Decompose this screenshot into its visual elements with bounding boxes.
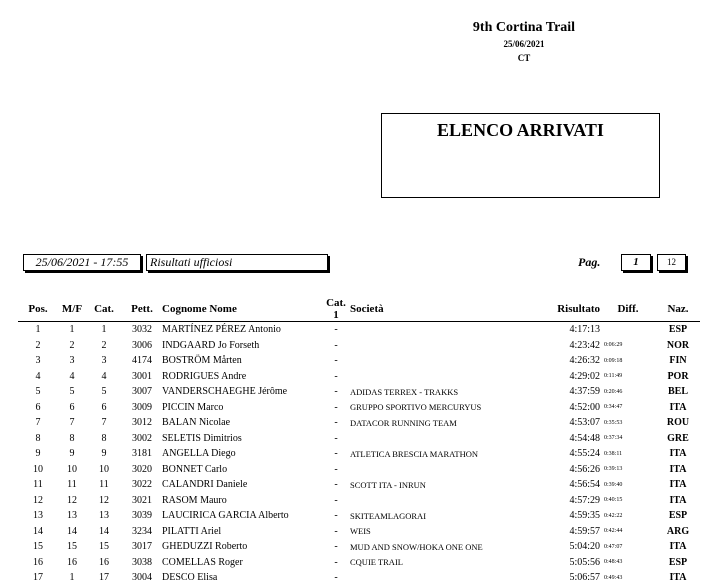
category-rank-cell: 17 — [99, 572, 109, 584]
bib-number-cell: 3002 — [132, 432, 152, 444]
gap-time-cell: 0:37:34 — [604, 435, 623, 442]
finish-time-cell: 4:37:59 — [569, 386, 600, 398]
col-header-pett: Pett. — [122, 297, 162, 322]
table-row — [18, 384, 700, 400]
category-rank-cell: 16 — [99, 556, 109, 568]
category-cell: - — [334, 510, 338, 522]
table-row — [18, 508, 700, 524]
category-rank-cell: 5 — [101, 386, 107, 398]
athlete-name-cell: BOSTRÖM Mårten — [162, 355, 242, 367]
table-row — [18, 555, 700, 571]
page-total: 12 — [657, 254, 686, 271]
club-name-cell — [350, 369, 520, 385]
club-name-cell: CQUIE TRAIL — [350, 557, 403, 568]
position-cell: 10 — [33, 463, 43, 475]
finish-time-cell: 4:55:24 — [569, 448, 600, 460]
col-header-pos: Pos. — [18, 297, 58, 322]
category-cell: - — [334, 324, 338, 336]
nationality-cell: ITA — [669, 463, 687, 475]
position-cell: 11 — [33, 479, 43, 491]
category-rank-cell: 12 — [99, 494, 109, 506]
club-name-cell: GRUPPO SPORTIVO MERCURYUS — [350, 402, 482, 413]
gap-time-cell — [600, 322, 656, 338]
gender-rank-cell: 9 — [69, 448, 75, 460]
category-rank-cell: 13 — [99, 510, 109, 522]
club-name-cell: ADIDAS TERREX - TRAKKS — [350, 386, 459, 397]
bib-number-cell: 3021 — [132, 494, 152, 506]
bib-number-cell: 3038 — [132, 556, 152, 568]
nationality-cell: GRE — [667, 432, 689, 444]
position-cell: 8 — [35, 432, 41, 444]
nationality-cell: NOR — [666, 339, 690, 351]
gap-time-cell: 0:48:43 — [604, 559, 623, 566]
bib-number-cell: 4174 — [132, 355, 152, 367]
finish-time-cell: 4:23:42 — [569, 339, 600, 351]
gap-time-cell: 0:49:43 — [604, 574, 623, 581]
bib-number-cell: 3039 — [132, 510, 152, 522]
bib-number-cell: 3020 — [132, 463, 152, 475]
finish-time-cell: 4:54:48 — [569, 432, 600, 444]
col-header-cat: Cat. — [86, 297, 122, 322]
category-rank-cell: 10 — [99, 463, 109, 475]
athlete-name-cell: RASOM Mauro — [162, 494, 227, 506]
gender-rank-cell: 8 — [69, 432, 75, 444]
bib-number-cell: 3012 — [132, 417, 152, 429]
category-rank-cell: 7 — [101, 417, 107, 429]
athlete-name-cell: GHEDUZZI Roberto — [162, 541, 248, 553]
category-rank-cell: 9 — [101, 448, 107, 460]
gap-time-cell: 0:35:53 — [604, 419, 623, 426]
finish-time-cell: 4:17:13 — [569, 324, 600, 336]
event-date: 25/06/2021 — [503, 39, 545, 49]
gender-rank-cell: 13 — [67, 510, 77, 522]
category-cell: - — [334, 463, 338, 475]
club-name-cell — [350, 493, 520, 509]
club-name-cell: ATLETICA BRESCIA MARATHON — [350, 448, 478, 459]
athlete-name-cell: MARTÍNEZ PÉREZ Antonio — [162, 324, 281, 336]
category-rank-cell: 15 — [99, 541, 109, 553]
category-rank-cell: 3 — [101, 355, 107, 367]
category-cell: - — [334, 339, 338, 351]
col-header-name: Cognome Nome — [162, 297, 322, 322]
category-cell: - — [334, 479, 338, 491]
category-cell: - — [334, 494, 338, 506]
gender-rank-cell: 1 — [69, 572, 75, 584]
category-cell: - — [334, 556, 338, 568]
gender-rank-cell: 6 — [69, 401, 75, 413]
table-row — [18, 338, 700, 354]
gap-time-cell: 0:34:47 — [604, 404, 623, 411]
bib-number-cell: 3017 — [132, 541, 152, 553]
page-current: 1 — [621, 254, 651, 271]
position-cell: 1 — [35, 324, 41, 336]
category-cell: - — [334, 417, 338, 429]
bib-number-cell: 3006 — [132, 339, 152, 351]
club-name-cell: SCOTT ITA - INRUN — [350, 479, 426, 490]
finish-time-cell: 4:29:02 — [569, 370, 600, 382]
category-cell: - — [334, 355, 338, 367]
category-rank-cell: 8 — [101, 432, 107, 444]
nationality-cell: ITA — [669, 572, 687, 584]
bib-number-cell: 3032 — [132, 324, 152, 336]
position-cell: 16 — [33, 556, 43, 568]
club-name-cell: DATACOR RUNNING TEAM — [350, 417, 457, 428]
category-cell: - — [334, 401, 338, 413]
position-cell: 17 — [33, 572, 43, 584]
category-rank-cell: 11 — [99, 479, 109, 491]
gap-time-cell: 0:40:15 — [604, 497, 623, 504]
gap-time-cell: 0:39:13 — [604, 466, 623, 473]
nationality-cell: ROU — [666, 417, 690, 429]
bib-number-cell: 3009 — [132, 401, 152, 413]
nationality-cell: ITA — [669, 401, 687, 413]
category-rank-cell: 4 — [101, 370, 107, 382]
gender-rank-cell: 16 — [67, 556, 77, 568]
category-cell: - — [334, 572, 338, 584]
gender-rank-cell: 2 — [69, 339, 75, 351]
nationality-cell: ARG — [666, 525, 690, 537]
col-header-mf: M/F — [58, 297, 86, 322]
gap-time-cell: 0:11:49 — [604, 373, 623, 380]
bib-number-cell: 3007 — [132, 386, 152, 398]
event-code: CT — [517, 53, 531, 63]
athlete-name-cell: SELETIS Dimitrios — [162, 432, 242, 444]
position-cell: 5 — [35, 386, 41, 398]
finish-time-cell: 4:57:29 — [569, 494, 600, 506]
club-name-cell — [350, 322, 520, 338]
athlete-name-cell: INDGAARD Jo Forseth — [162, 339, 260, 351]
gender-rank-cell: 12 — [67, 494, 77, 506]
position-cell: 13 — [33, 510, 43, 522]
athlete-name-cell: CALANDRI Daniele — [162, 479, 248, 491]
report-title-box — [381, 113, 660, 198]
results-body — [18, 322, 700, 586]
nationality-cell: ESP — [668, 324, 688, 336]
table-row — [18, 431, 700, 447]
nationality-cell: ITA — [669, 479, 687, 491]
athlete-name-cell: PICCIN Marco — [162, 401, 224, 413]
table-row — [18, 462, 700, 478]
finish-time-cell: 4:53:07 — [569, 417, 600, 429]
table-row — [18, 415, 700, 431]
club-name-cell — [350, 431, 520, 447]
bib-number-cell: 3022 — [132, 479, 152, 491]
gender-rank-cell: 1 — [69, 324, 75, 336]
athlete-name-cell: BONNET Carlo — [162, 463, 228, 475]
category-cell: - — [334, 370, 338, 382]
table-row — [18, 353, 700, 369]
nationality-cell: ESP — [668, 510, 688, 522]
club-name-cell — [350, 570, 520, 586]
category-cell: - — [334, 432, 338, 444]
col-header-diff: Diff. — [600, 297, 656, 322]
athlete-name-cell: RODRIGUES Andre — [162, 370, 247, 382]
gender-rank-cell: 10 — [67, 463, 77, 475]
table-row — [18, 539, 700, 555]
category-rank-cell: 6 — [101, 401, 107, 413]
position-cell: 7 — [35, 417, 41, 429]
finish-time-cell: 4:26:32 — [569, 355, 600, 367]
nationality-cell: ITA — [669, 448, 687, 460]
club-name-cell — [350, 353, 520, 369]
gender-rank-cell: 4 — [69, 370, 75, 382]
page-label: Pag. — [578, 255, 601, 269]
position-cell: 9 — [35, 448, 41, 460]
table-row — [18, 570, 700, 586]
athlete-name-cell: PILATTI Ariel — [162, 525, 222, 537]
gap-time-cell: 0:42:22 — [604, 512, 623, 519]
gender-rank-cell: 5 — [69, 386, 75, 398]
gap-time-cell: 0:09:18 — [604, 357, 623, 364]
table-row — [18, 446, 700, 462]
category-cell: - — [334, 386, 338, 398]
athlete-name-cell: DESCO Elisa — [162, 572, 218, 584]
gender-rank-cell: 15 — [67, 541, 77, 553]
table-row — [18, 400, 700, 416]
bib-number-cell: 3001 — [132, 370, 152, 382]
category-rank-cell: 1 — [101, 324, 107, 336]
nationality-cell: ITA — [669, 541, 687, 553]
athlete-name-cell: VANDERSCHAEGHE Jérôme — [162, 386, 288, 398]
club-name-cell: SKITEAMLAGORAI — [350, 510, 427, 521]
position-cell: 3 — [35, 355, 41, 367]
finish-time-cell: 5:04:20 — [569, 541, 600, 553]
category-cell: - — [334, 541, 338, 553]
event-title: 9th Cortina Trail — [472, 20, 576, 35]
nationality-cell: FIN — [669, 355, 687, 367]
finish-time-cell: 4:59:57 — [569, 525, 600, 537]
gap-time-cell: 0:06:29 — [604, 342, 623, 349]
finish-time-cell: 5:06:57 — [569, 572, 600, 584]
gap-time-cell: 0:47:07 — [604, 543, 623, 550]
results-table — [18, 297, 700, 586]
table-row — [18, 322, 700, 338]
finish-time-cell: 4:52:00 — [569, 401, 600, 413]
club-name-cell — [350, 462, 520, 478]
col-header-club: Società — [350, 297, 520, 322]
gap-time-cell: 0:38:11 — [604, 450, 623, 457]
gap-time-cell: 0:20:46 — [604, 388, 623, 395]
category-rank-cell: 14 — [99, 525, 109, 537]
position-cell: 12 — [33, 494, 43, 506]
bib-number-cell: 3181 — [132, 448, 152, 460]
gender-rank-cell: 3 — [69, 355, 75, 367]
gap-time-cell: 0:39:40 — [604, 481, 623, 488]
finish-time-cell: 4:56:26 — [569, 463, 600, 475]
position-cell: 14 — [33, 525, 43, 537]
athlete-name-cell: ANGELLA Diego — [162, 448, 236, 460]
position-cell: 15 — [33, 541, 43, 553]
position-cell: 2 — [35, 339, 41, 351]
category-cell: - — [334, 448, 338, 460]
position-cell: 6 — [35, 401, 41, 413]
table-row — [18, 369, 700, 385]
finish-time-cell: 4:56:54 — [569, 479, 600, 491]
club-name-cell — [350, 338, 520, 354]
col-header-cat1: Cat. 1 — [322, 297, 350, 322]
athlete-name-cell: COMELLAS Roger — [162, 556, 243, 568]
nationality-cell: POR — [667, 370, 689, 382]
finish-time-cell: 5:05:56 — [569, 556, 600, 568]
club-name-cell: WEIS — [350, 526, 371, 537]
gender-rank-cell: 11 — [67, 479, 77, 491]
table-header-row — [18, 297, 700, 322]
col-header-naz: Naz. — [656, 297, 700, 322]
position-cell: 4 — [35, 370, 41, 382]
table-row — [18, 524, 700, 540]
athlete-name-cell: BALAN Nicolae — [162, 417, 231, 429]
col-header-result: Risultato — [520, 297, 600, 322]
report-title: ELENCO ARRIVATI — [437, 120, 604, 140]
nationality-cell: ITA — [669, 494, 687, 506]
status-stamp: Risultati ufficiosi — [146, 254, 328, 271]
timestamp-stamp: 25/06/2021 - 17:55 — [23, 254, 141, 271]
gender-rank-cell: 7 — [69, 417, 75, 429]
bib-number-cell: 3234 — [132, 525, 152, 537]
finish-time-cell: 4:59:35 — [569, 510, 600, 522]
athlete-name-cell: LAUCIRICA GARCIA Alberto — [162, 510, 289, 522]
gap-time-cell: 0:42:44 — [604, 528, 623, 535]
gender-rank-cell: 14 — [67, 525, 77, 537]
nationality-cell: ESP — [668, 556, 688, 568]
bib-number-cell: 3004 — [132, 572, 152, 584]
category-cell: - — [334, 525, 338, 537]
nationality-cell: BEL — [667, 386, 688, 398]
category-rank-cell: 2 — [101, 339, 107, 351]
club-name-cell: MUD AND SNOW/HOKA ONE ONE — [350, 541, 483, 552]
table-row — [18, 493, 700, 509]
table-row — [18, 477, 700, 493]
